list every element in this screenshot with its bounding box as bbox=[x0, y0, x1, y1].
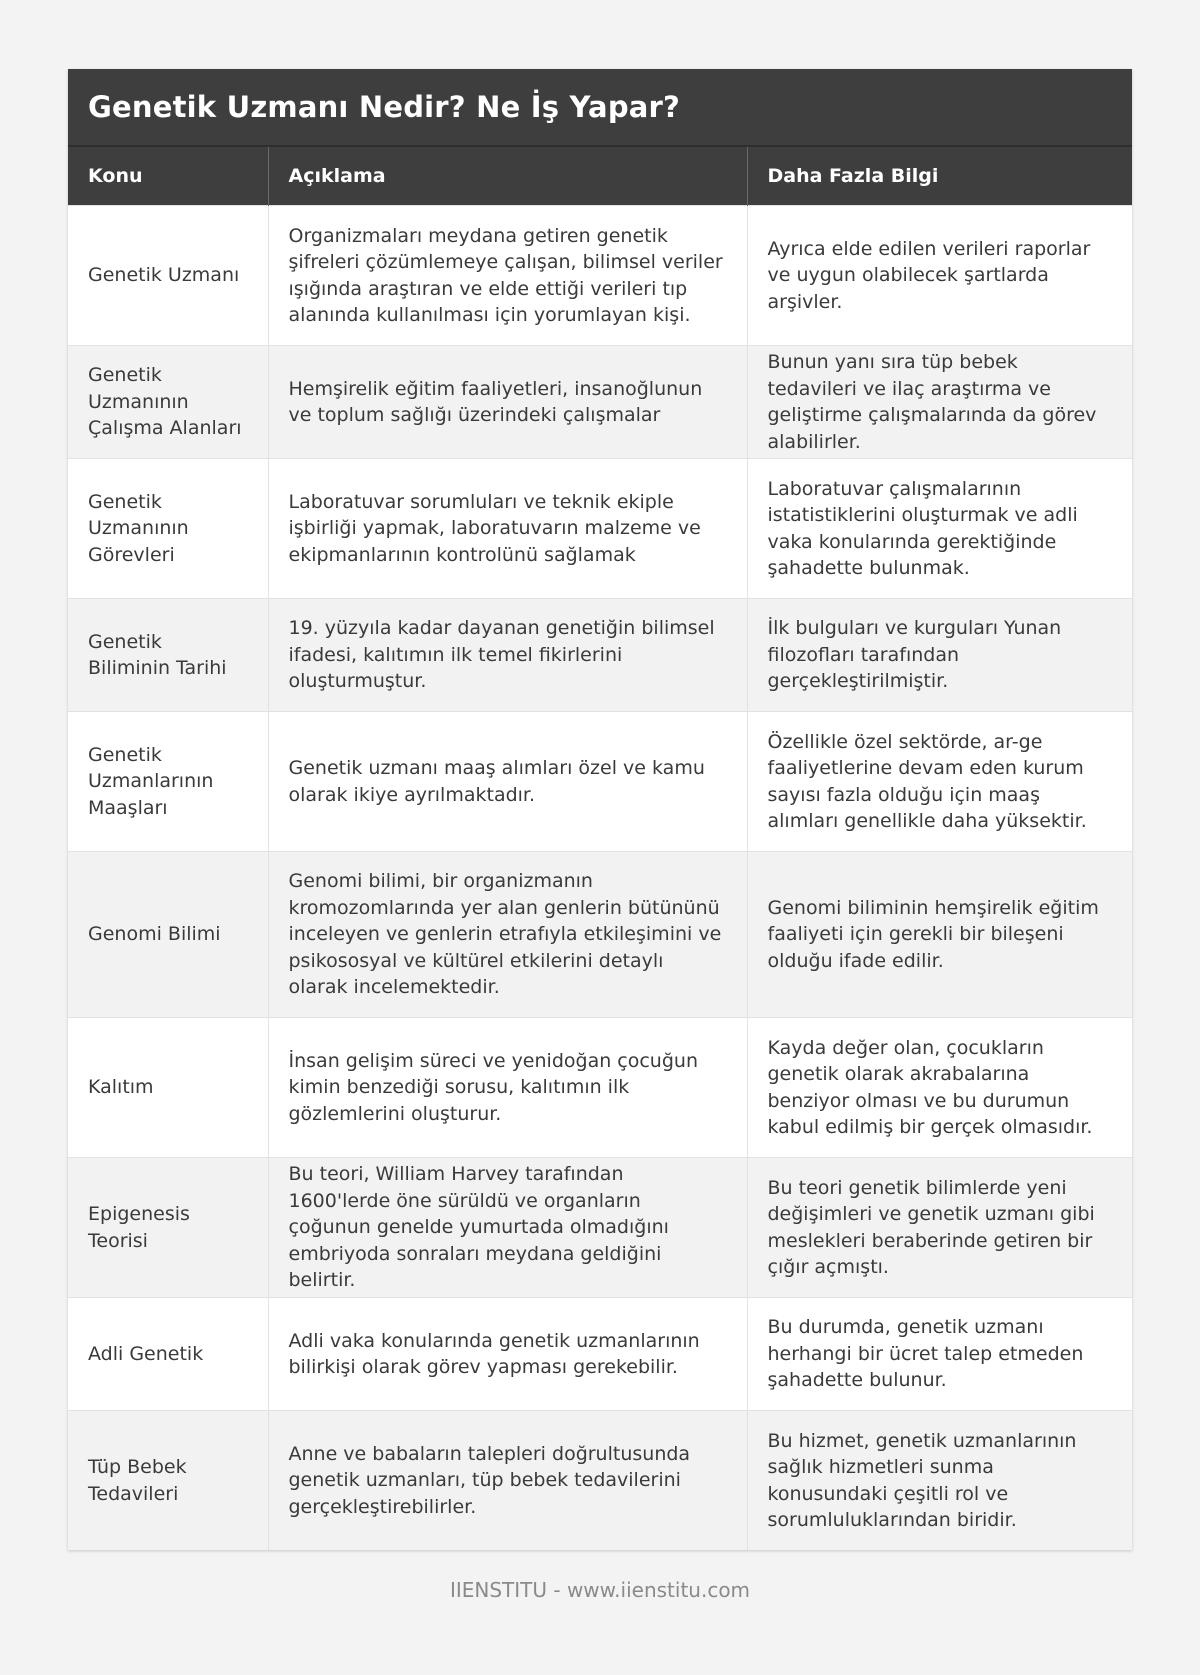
cell-more-info: Bu teori genetik bilimlerde yeni değişimleri ve genetik uzmanı gibi meslekleri beraberinde getiren bir çığır açmıştı. bbox=[747, 1158, 1132, 1298]
table-row bbox=[68, 1298, 1132, 1411]
cell-topic: Adli Genetik bbox=[68, 1298, 268, 1411]
table-row bbox=[68, 1411, 1132, 1551]
cell-description: 19. yüzyıla kadar dayanan genetiğin bilimsel ifadesi, kalıtımın ilk temel fikirlerini oluşturmuştur. bbox=[268, 599, 747, 712]
table-row bbox=[68, 206, 1132, 346]
cell-topic: Genetik Uzmanlarının Maaşları bbox=[68, 712, 268, 852]
cell-topic: Genetik Biliminin Tarihi bbox=[68, 599, 268, 712]
title-bar bbox=[68, 69, 1132, 147]
table-header-row bbox=[68, 147, 1132, 206]
info-table bbox=[68, 147, 1132, 1550]
table-row bbox=[68, 1018, 1132, 1158]
column-header-description: Açıklama bbox=[268, 147, 747, 206]
cell-description: Genomi bilimi, bir organizmanın kromozomlarında yer alan genlerin bütününü inceleyen ve genlerin etrafıyla etkileşimini ve psikososyal ve kültürel etkilerini detaylı olarak incelemektedir. bbox=[268, 852, 747, 1018]
cell-description: Anne ve babaların talepleri doğrultusunda genetik uzmanları, tüp bebek tedavilerini gerçekleştirebilirler. bbox=[268, 1411, 747, 1551]
table-row bbox=[68, 346, 1132, 459]
cell-description: Adli vaka konularında genetik uzmanlarının bilirkişi olarak görev yapması gerekebilir. bbox=[268, 1298, 747, 1411]
cell-more-info: Ayrıca elde edilen verileri raporlar ve uygun olabilecek şartlarda arşivler. bbox=[747, 206, 1132, 346]
table-row bbox=[68, 1158, 1132, 1298]
cell-more-info: Bu durumda, genetik uzmanı herhangi bir ücret talep etmeden şahadette bulunur. bbox=[747, 1298, 1132, 1411]
cell-description: Organizmaları meydana getiren genetik şifreleri çözümlemeye çalışan, bilimsel veriler ışığında araştıran ve elde ettiği verileri tıp alanında kullanılması için yorumlayan kişi. bbox=[268, 206, 747, 346]
cell-more-info: Özellikle özel sektörde, ar-ge faaliyetlerine devam eden kurum sayısı fazla olduğu için maaş alımları genellikle daha yüksektir. bbox=[747, 712, 1132, 852]
cell-more-info: Bu hizmet, genetik uzmanlarının sağlık hizmetleri sunma konusundaki çeşitli rol ve sorumluluklarından biridir. bbox=[747, 1411, 1132, 1551]
cell-topic: Genetik Uzmanının Çalışma Alanları bbox=[68, 346, 268, 459]
cell-description: Laboratuvar sorumluları ve teknik ekiple işbirliği yapmak, laboratuvarın malzeme ve ekipmanlarının kontrolünü sağlamak bbox=[268, 459, 747, 599]
column-header-more-info: Daha Fazla Bilgi bbox=[747, 147, 1132, 206]
cell-description: Genetik uzmanı maaş alımları özel ve kamu olarak ikiye ayrılmaktadır. bbox=[268, 712, 747, 852]
cell-description: İnsan gelişim süreci ve yenidoğan çocuğun kimin benzediği sorusu, kalıtımın ilk gözlemlerini oluşturur. bbox=[268, 1018, 747, 1158]
cell-more-info: Laboratuvar çalışmalarının istatistiklerini oluşturmak ve adli vaka konularında gerektiğinde şahadette bulunmak. bbox=[747, 459, 1132, 599]
cell-topic: Tüp Bebek Tedavileri bbox=[68, 1411, 268, 1551]
cell-topic: Genomi Bilimi bbox=[68, 852, 268, 1018]
cell-more-info: Genomi biliminin hemşirelik eğitim faaliyeti için gerekli bir bileşeni olduğu ifade edilir. bbox=[747, 852, 1132, 1018]
table-row bbox=[68, 459, 1132, 599]
cell-description: Hemşirelik eğitim faaliyetleri, insanoğlunun ve toplum sağlığı üzerindeki çalışmalar bbox=[268, 346, 747, 459]
cell-more-info: Kayda değer olan, çocukların genetik olarak akrabalarına benziyor olması ve bu durumun kabul edilmiş bir gerçek olmasıdır. bbox=[747, 1018, 1132, 1158]
cell-topic: Epigenesis Teorisi bbox=[68, 1158, 268, 1298]
table-row bbox=[68, 852, 1132, 1018]
cell-more-info: Bunun yanı sıra tüp bebek tedavileri ve ilaç araştırma ve geliştirme çalışmalarında da görev alabilirler. bbox=[747, 346, 1132, 459]
page-title: Genetik Uzmanı Nedir? Ne İş Yapar? bbox=[88, 90, 681, 124]
cell-topic: Genetik Uzmanının Görevleri bbox=[68, 459, 268, 599]
table-row bbox=[68, 712, 1132, 852]
table-row bbox=[68, 599, 1132, 712]
footer-credit: IIENSTITU - www.iienstitu.com bbox=[449, 1578, 751, 1602]
cell-more-info: İlk bulguları ve kurguları Yunan filozofları tarafından gerçekleştirilmiştir. bbox=[747, 599, 1132, 712]
info-card bbox=[68, 69, 1132, 1550]
column-header-topic: Konu bbox=[68, 147, 268, 206]
cell-topic: Genetik Uzmanı bbox=[68, 206, 268, 346]
cell-topic: Kalıtım bbox=[68, 1018, 268, 1158]
cell-description: Bu teori, William Harvey tarafından 1600'lerde öne sürüldü ve organların çoğunun genelde yumurtada olmadığını embriyoda sonraları meydana geldiğini belirtir. bbox=[268, 1158, 747, 1298]
